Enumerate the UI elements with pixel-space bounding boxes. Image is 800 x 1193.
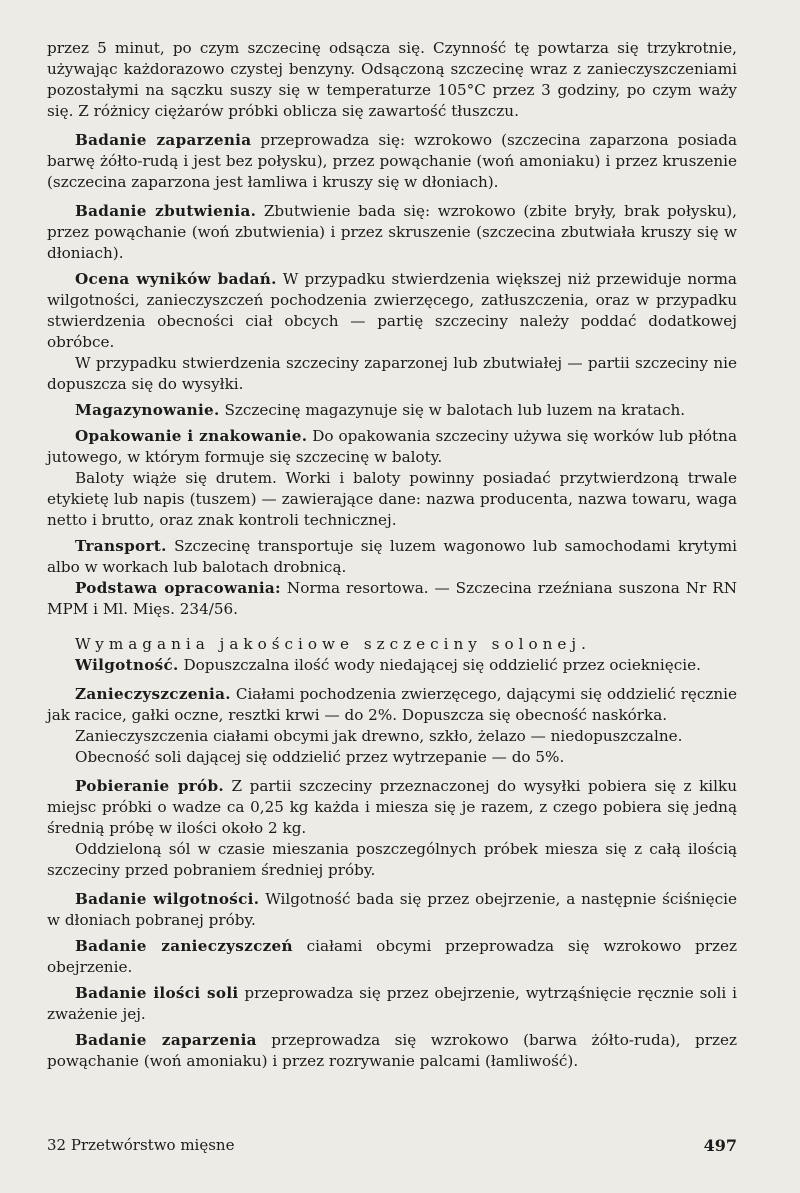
paragraph-lead: Ocena wyników badań. bbox=[75, 270, 277, 288]
paragraph-p4: Ocena wyników badań. W przypadku stwierdzenia większej niż przewiduje norma wilgotności, zanieczyszczeń pochodzenia zwierzęcego, zatłuszczenia, oraz w przypadku stwierdzenia obecności ciał obcych — partię szczeciny należy poddać dodatkowej obróbce. bbox=[47, 270, 737, 351]
paragraph-p14: Zanieczyszczenia ciałami obcymi jak drewno, szkło, żelazo — niedopuszczalne. bbox=[75, 727, 683, 745]
paragraph-p7: Opakowanie i znakowanie. Do opakowania szczeciny używa się worków lub płótna jutowego, w którym formuje się szczecinę w baloty. bbox=[47, 427, 737, 466]
page-number: 497 bbox=[703, 1136, 737, 1155]
paragraph-p17: Oddzieloną sól w czasie mieszania poszczególnych próbek miesza się z całą ilością szczeciny przed pobraniem średniej próby. bbox=[47, 840, 737, 879]
paragraph-lead: Opakowanie i znakowanie. bbox=[75, 427, 308, 445]
paragraph-lead: Transport. bbox=[75, 537, 167, 555]
paragraph-p12: Wilgotność. Dopuszczalna ilość wody niedającej się oddzielić przez ocieknięcie. bbox=[75, 656, 701, 674]
paragraph-lead: Podstawa opracowania: bbox=[75, 579, 281, 597]
paragraph-p13: Zanieczyszczenia. Ciałami pochodzenia zwierzęcego, dającymi się oddzielić ręcznie jak racice, gałki oczne, resztki krwi — do 2%. Dopuszcza się obecność naskórka. bbox=[47, 685, 737, 724]
paragraph-lead: Badanie zanieczyszczeń bbox=[75, 937, 293, 955]
paragraph-p19: Badanie zanieczyszczeń ciałami obcymi przeprowadza się wzrokowo przez obejrzenie. bbox=[47, 937, 737, 976]
paragraph-lead: Badanie zaparzenia bbox=[75, 131, 252, 149]
paragraph-p15: Obecność soli dającej się oddzielić przez wytrzepanie — do 5%. bbox=[75, 748, 565, 766]
paragraph-p6: Magazynowanie. Szczecinę magazynuje się w balotach lub luzem na kratach. bbox=[75, 401, 686, 419]
paragraph-p5: W przypadku stwierdzenia szczeciny zaparzonej lub zbutwiałej — partii szczeciny nie dopuszcza się do wysyłki. bbox=[47, 354, 737, 393]
paragraph-p10: Podstawa opracowania: Norma resortowa. — Szczecina rzeźniana suszona Nr RN MPM i Ml. Mięs. 234/56. bbox=[47, 579, 738, 618]
paragraph-p16: Pobieranie prób. Z partii szczeciny przeznaczonej do wysyłki pobiera się z kilku miejsc próbki o wadze ca 0,25 kg każda i miesza się je razem, z czego pobiera się jedną średnią próbę w ilości około 2 kg. bbox=[47, 777, 737, 837]
footer-left: 32 Przetwórstwo mięsne bbox=[47, 1136, 235, 1154]
paragraph-lead: Badanie zbutwienia. bbox=[75, 202, 257, 220]
page-text bbox=[47, 38, 737, 1072]
paragraph-p18: Badanie wilgotności. Wilgotność bada się przez obejrzenie, a następnie ściśnięcie w dłoniach pobranej próby. bbox=[47, 890, 737, 929]
paragraph-p20: Badanie ilości soli przeprowadza się przez obejrzenie, wytrząśnięcie ręcznie soli i zważenie jej. bbox=[47, 984, 738, 1023]
paragraph-p8: Baloty wiąże się drutem. Worki i baloty powinny posiadać przytwierdzoną trwale etykietę lub napis (tuszem) — zawierające dane: nazwa producenta, nazwa towaru, waga netto i brutto, oraz znak kontroli technicznej. bbox=[47, 469, 737, 529]
paragraph-lead: Magazynowanie. bbox=[75, 401, 220, 419]
paragraph-lead: Badanie zaparzenia bbox=[75, 1031, 257, 1049]
page-footer bbox=[47, 1136, 737, 1155]
section-heading: Wymagania jakościowe szczeciny solonej. bbox=[75, 635, 591, 653]
paragraph-lead: Badanie ilości soli bbox=[75, 984, 239, 1002]
paragraph-lead: Zanieczyszczenia. bbox=[75, 685, 231, 703]
paragraph-p9: Transport. Szczecinę transportuje się luzem wagonowo lub samochodami krytymi albo w workach lub balotach drobnicą. bbox=[47, 537, 737, 576]
paragraph-lead: Wilgotność. bbox=[75, 656, 179, 674]
paragraph-lead: Badanie wilgotności. bbox=[75, 890, 260, 908]
paragraph-lead: Pobieranie prób. bbox=[75, 777, 224, 795]
paragraph-p1: przez 5 minut, po czym szczecinę odsącza się. Czynność tę powtarza się trzykrotnie, używając każdorazowo czystej benzyny. Odsączoną szczecinę wraz z zanieczyszczeniami pozostałymi na sączku suszy się w temperaturze 105°C przez 3 godziny, po czym waży się. Z różnicy ciężarów próbki oblicza się zawartość tłuszczu. bbox=[47, 39, 737, 120]
paragraph-p2: Badanie zaparzenia przeprowadza się: wzrokowo (szczecina zaparzona posiada barwę żółto-rudą i jest bez połysku), przez powąchanie (woń amoniaku) i przez kruszenie (szczecina zaparzona jest łamliwa i kruszy się w dłoniach). bbox=[47, 131, 737, 191]
paragraph-p3: Badanie zbutwienia. Zbutwienie bada się: wzrokowo (zbite bryły, brak połysku), przez powąchanie (woń zbutwienia) i przez skruszenie (szczecina zbutwiała kruszy się w dłoniach). bbox=[47, 202, 737, 262]
paragraph-p21: Badanie zaparzenia przeprowadza się wzrokowo (barwa żółto-ruda), przez powąchanie (woń amoniaku) i przez rozrywanie palcami (łamliwość). bbox=[47, 1031, 737, 1070]
